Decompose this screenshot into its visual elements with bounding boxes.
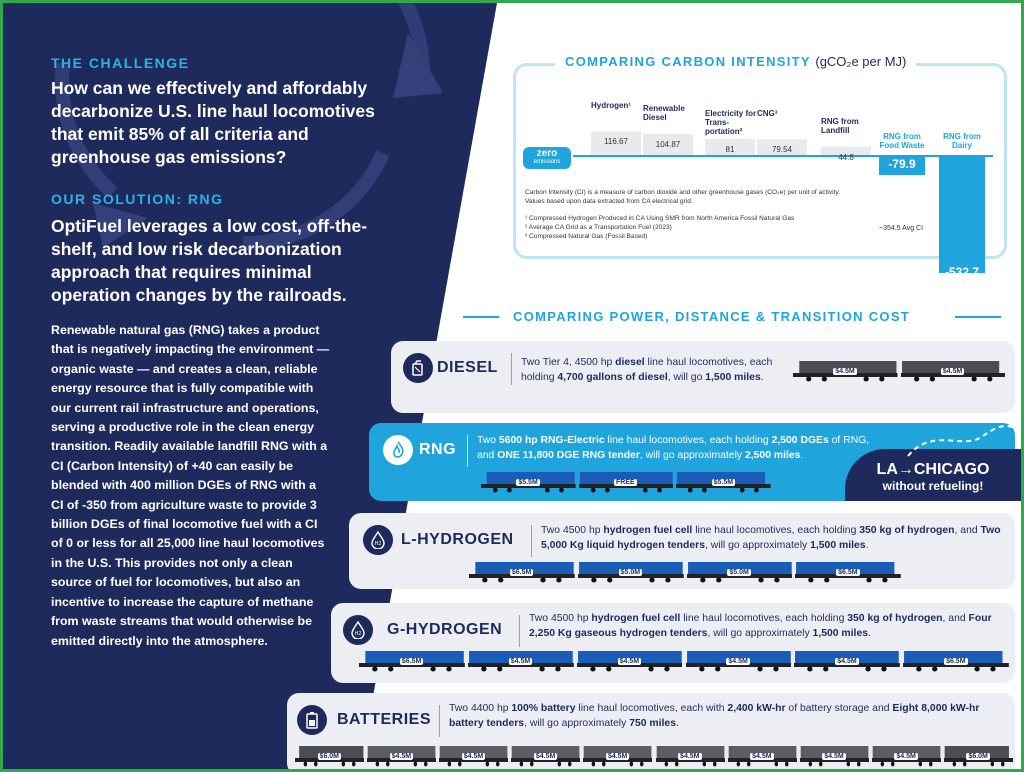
power-section-title: COMPARING POWER, DISTANCE & TRANSITION COST	[503, 309, 920, 324]
avg-ci-label: ~354.5 Avg CI	[879, 225, 924, 232]
fuel-description: Two 4400 hp 100% battery line haul locomotives, each with 2,400 kW-hr of battery storage and Eight 8,000 kW-hr battery tenders, will go approximately 750 miles.	[449, 703, 980, 729]
ci-bar-value: 44.8	[838, 152, 854, 162]
ci-bar-label: RNG from Food Waste	[879, 132, 925, 150]
locomotive-price: $4.5M	[680, 753, 700, 760]
ci-bar-label: CNG³	[757, 109, 778, 119]
zero-emissions-badge	[523, 147, 571, 169]
card-divider	[519, 615, 520, 647]
locomotive-price: $6.5M	[838, 569, 858, 576]
ci-bar-value: 81	[725, 144, 735, 154]
locomotive-price: $4.5M	[752, 753, 772, 760]
ci-bar-value: 79.54	[771, 145, 793, 155]
footnote-3: ³ Compressed Natural Gas (Fossil Based)	[525, 233, 648, 240]
locomotive-price: $4.5M	[824, 753, 844, 760]
solution-body: Renewable natural gas (RNG) takes a product that is negatively impacting the environment — organic waste — and creates a clean, reliable energy resource that is fully compatible with our current rail infrastructure and operations, serving a productive role in the clean energy transition. Readily available landfill RNG with a CI (Carbon Intensity) of +40 can easily be blended with 400 million DGEs of RNG with a CI of -350 from agriculture waste to provide 3 billion DGEs of final locomotive fuel with a CI of 0 or less for all 25,000 line haul locomotives in the U.S. This provides not only a clean source of fuel for locomotives, but also an incentive to increase the capture of methane from waste streams that would otherwise be emitted directly into the atmosphere.	[51, 323, 330, 648]
fuel-description: Two 4500 hp hydrogen fuel cell line haul locomotives, each holding 350 kg of hydrogen, and Four 2,250 Kg gaseous hydrogen tenders, will go approximately 1,500 miles.	[529, 613, 992, 639]
carbon-bars	[513, 63, 1007, 273]
locomotive-price: $5.0M	[620, 569, 641, 576]
ci-bar-label: Hydrogen¹	[591, 101, 631, 111]
locomotive-price: $4.5M	[391, 753, 412, 760]
card-divider	[531, 525, 532, 557]
fuel-can-icon	[403, 353, 433, 383]
locomotive-price: $6.5M	[511, 569, 532, 576]
carbon-title-text: COMPARING CARBON INTENSITY	[565, 54, 811, 69]
fuel-name: G-HYDROGEN	[387, 621, 503, 638]
locomotive-price: $5.5M	[518, 479, 538, 486]
ci-bar-value: -532.7	[944, 264, 980, 279]
carbon-unit-text: (gCO₂e per MJ)	[815, 54, 907, 69]
battery-icon	[297, 705, 327, 735]
title-rule-left	[463, 316, 499, 318]
gas-flame-icon	[383, 435, 413, 465]
locomotive-price: $4.5M	[837, 658, 857, 665]
fuel-description: Two 4500 hp hydrogen fuel cell line haul locomotives, each holding 350 kg of hydrogen, and Two 5,000 Kg liquid hydrogen tenders, will go approximately 1,500 miles.	[541, 525, 1001, 551]
footnote-1: ¹ Compressed Hydrogen Produced in CA Using SMR from North America Fossil Natural Gas	[525, 215, 795, 222]
ci-bar-label: Renewable Diesel	[643, 103, 685, 122]
fuel-name: L-HYDROGEN	[401, 531, 514, 548]
solution-kicker: OUR SOLUTION: RNG	[51, 191, 224, 207]
locomotive-price: FREE	[616, 479, 635, 486]
locomotive-price: $4.5M	[535, 753, 556, 760]
locomotive-price: $5.0M	[729, 569, 749, 576]
card-divider	[439, 705, 440, 737]
fuel-name: RNG	[419, 441, 457, 458]
h2-drop-icon	[363, 525, 393, 555]
fuel-description: Two Tier 4, 4500 hp diesel line haul locomotives, each holding 4,700 gallons of diesel, will go 1,500 miles.	[521, 357, 773, 383]
fuel-description: Two 5600 hp RNG-Electric line haul locomotives, each holding 2,500 DGEs of RNG, and ONE 11,800 DGE RNG tender, will go approximately 2,500 miles.	[477, 435, 870, 461]
challenge-question: How can we effectively and affordably decarbonize U.S. line haul locomotives that emit 85% of all criteria and greenhouse gas emissions?	[51, 78, 375, 167]
left-column	[51, 55, 391, 651]
ci-bar-value: 104.87	[655, 139, 681, 149]
locomotive-price: $4.5M	[607, 753, 628, 760]
la-chicago-title: LA→CHICAGO	[876, 461, 990, 478]
locomotive-price: $6.5M	[946, 658, 966, 665]
locomotive-price: $4.5M	[728, 658, 748, 665]
card-divider	[511, 353, 512, 385]
challenge-kicker: THE CHALLENGE	[51, 55, 190, 71]
emissions-label: emissions	[533, 159, 561, 165]
svg-text:H2: H2	[374, 541, 382, 547]
svg-text:H2: H2	[354, 631, 362, 637]
locomotive-price: $4.5M	[942, 368, 963, 375]
ci-bar-value: 116.67	[604, 137, 628, 147]
ci-bar	[939, 156, 985, 273]
solution-lead: OptiFuel leverages a low cost, off-the-shelf, and low risk decarbonization approach that requires minimal operation changes by the railroads.	[51, 216, 368, 305]
fuel-name: BATTERIES	[337, 711, 431, 728]
route-dashed-line	[903, 421, 1023, 461]
locomotive-price: $5.5M	[713, 479, 734, 486]
card-divider	[467, 435, 468, 467]
locomotive-price: $6.0M	[319, 753, 340, 760]
ci-bar-label: RNG from Dairy	[943, 132, 981, 150]
la-chicago-subtitle: without refueling!	[882, 479, 984, 493]
zero-label: zero	[536, 148, 558, 159]
title-rule-right	[955, 316, 1001, 318]
locomotive-price: $4.5M	[510, 658, 531, 665]
locomotive-price: $6.0M	[968, 753, 988, 760]
locomotive-price: $4.5M	[619, 658, 640, 665]
locomotive-price: $4.5M	[835, 368, 855, 375]
h2-drop-icon	[343, 615, 373, 645]
locomotive-price: $4.5M	[463, 753, 484, 760]
locomotive-price: $6.5M	[401, 658, 422, 665]
ci-bar-label: RNG from Landfill	[821, 116, 859, 135]
carbon-note: Carbon Intensity (CI) is a measure of carbon dioxide and other greenhouse gases (CO₂e) per unit of activity. Values based upon data extracted from CA electrical grid.	[525, 189, 841, 205]
footnote-2: ² Average CA Grid as a Transportation Fuel (2023)	[525, 224, 672, 231]
ci-bar-value: -79.9	[888, 156, 916, 171]
ci-bar-label: Electricity for Trans-portation²	[705, 108, 757, 136]
fuel-name: DIESEL	[437, 359, 498, 376]
locomotive-price: $4.5M	[896, 753, 916, 760]
